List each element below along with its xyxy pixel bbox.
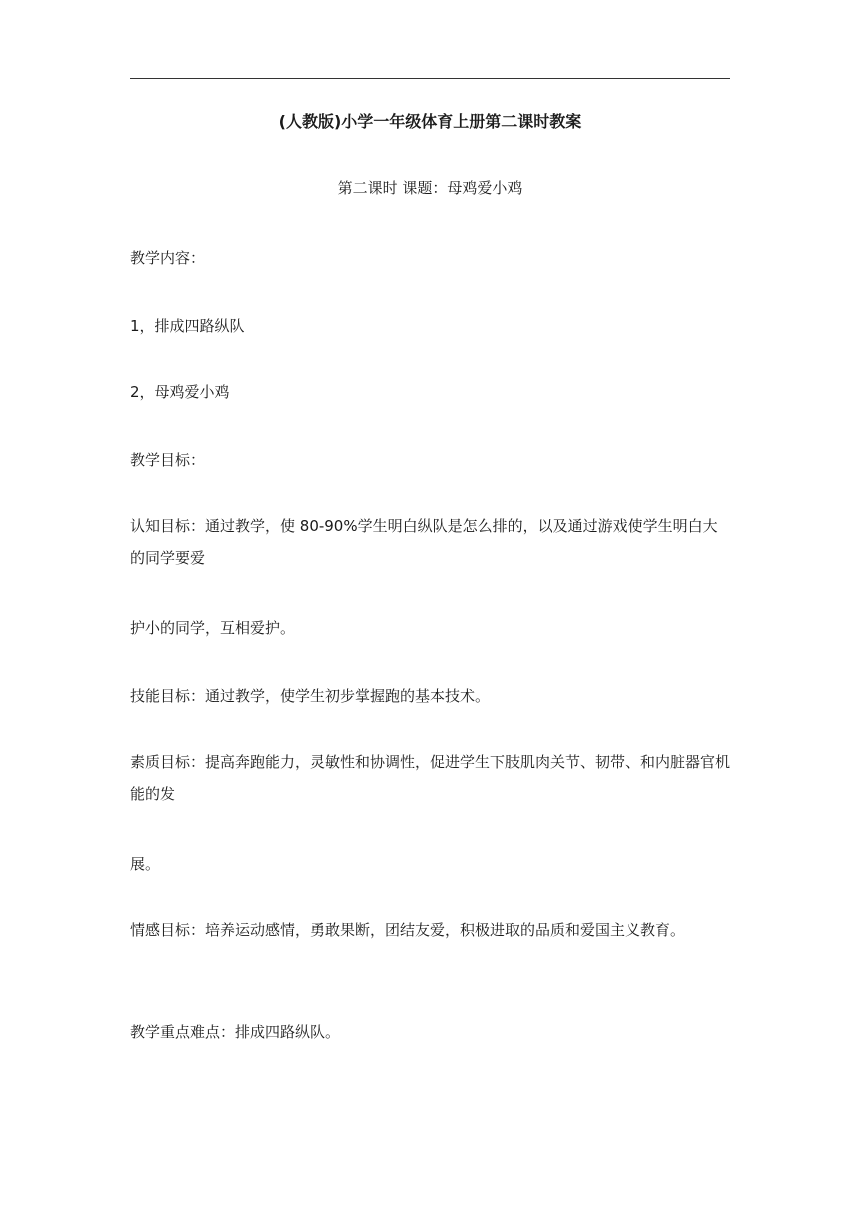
cognitive-objective-continued: 护小的同学，互相爱护。 xyxy=(130,619,296,637)
skill-objective: 技能目标：通过教学，使学生初步掌握跑的基本技术。 xyxy=(130,687,491,705)
affective-objective: 情感目标：培养运动感情，勇敢果断，团结友爱，积极进取的品质和爱国主义教育。 xyxy=(130,921,686,939)
key-difficulty: 教学重点难点：排成四路纵队。 xyxy=(130,1023,341,1041)
quality-objective: 素质目标：提高奔跑能力，灵敏性和协调性，促进学生下肢肌肉关节、韧带、和内脏器官机能的发 xyxy=(130,753,731,803)
header-rule xyxy=(130,78,730,79)
quality-objective-continued: 展。 xyxy=(130,855,161,873)
content-item-2: 2，母鸡爱小鸡 xyxy=(130,383,230,401)
cognitive-objective: 认知目标：通过教学，使 80-90%学生明白纵队是怎么排的，以及通过游戏使学生明白大的同学要爱 xyxy=(130,517,718,567)
lesson-subtitle: 第二课时 课题：母鸡爱小鸡 xyxy=(337,179,523,197)
content-item-1: 1，排成四路纵队 xyxy=(130,317,245,335)
section-heading-objectives: 教学目标： xyxy=(130,451,206,469)
section-heading-content: 教学内容： xyxy=(130,249,206,267)
document-title: (人教版)小学一年级体育上册第二课时教案 xyxy=(278,112,582,131)
